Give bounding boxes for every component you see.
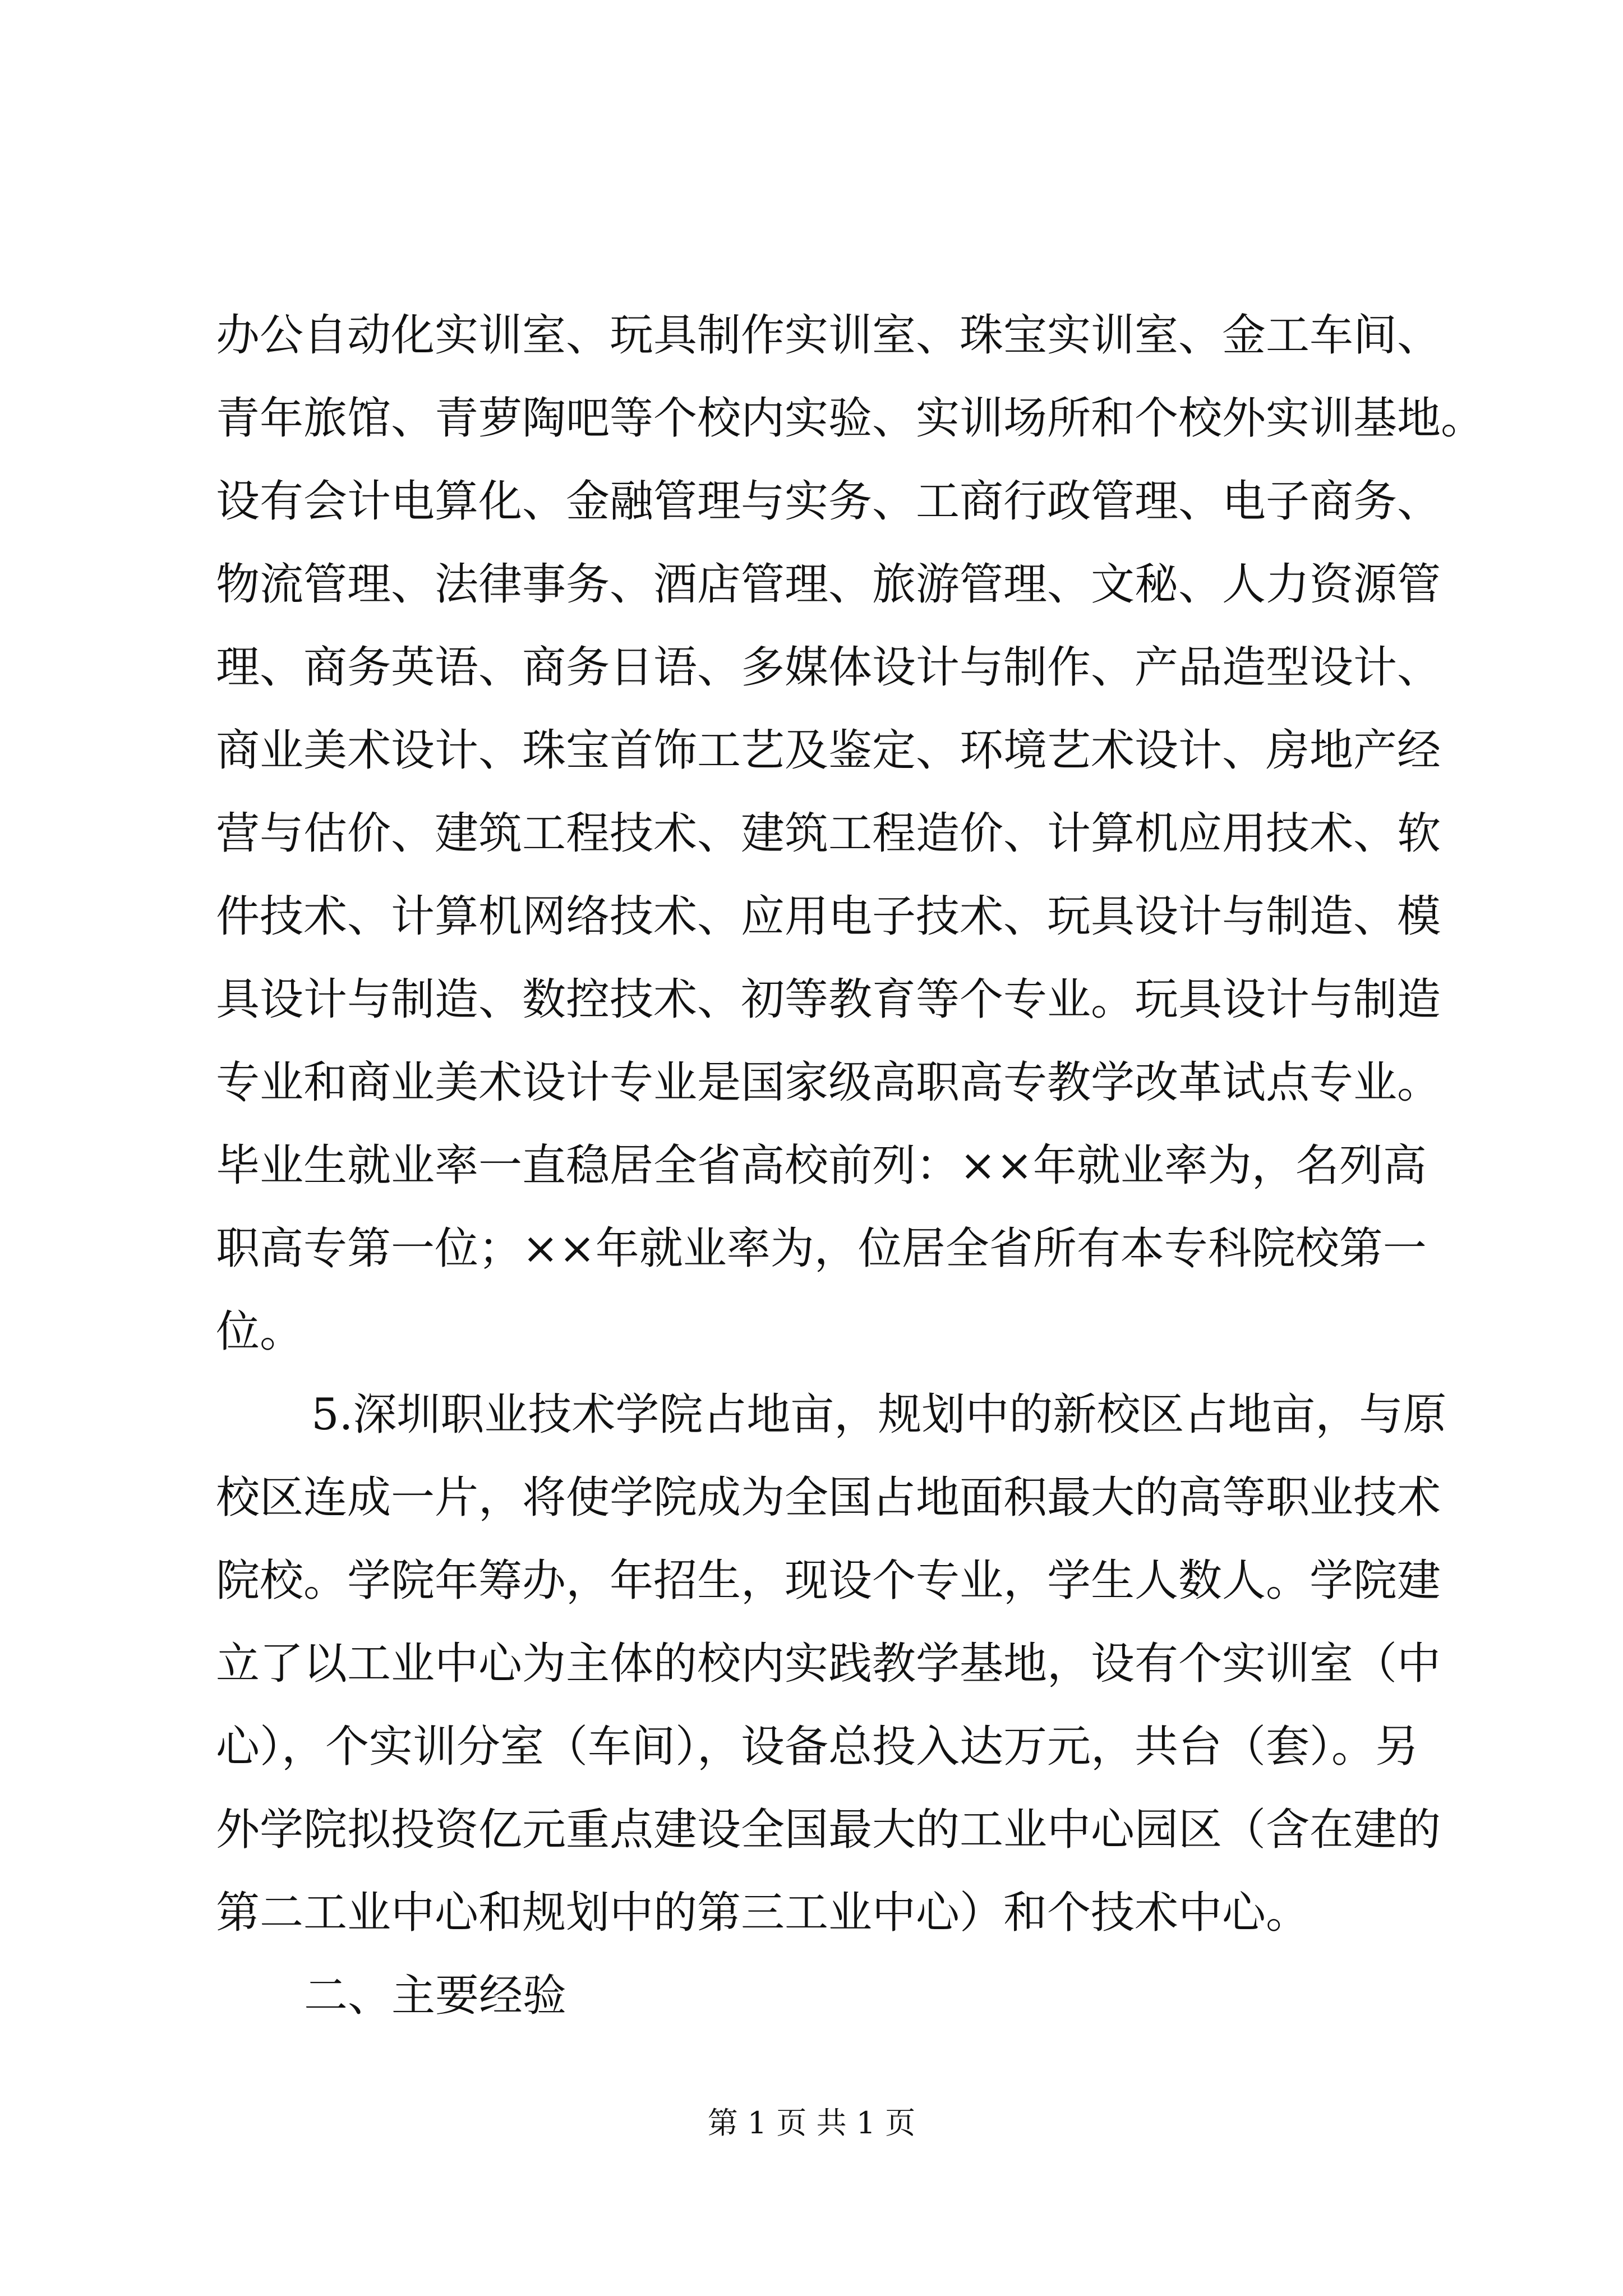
text-line-2: 青年旅馆、青萝陶吧等个校内实验、实训场所和个校外实训基地。	[216, 393, 1485, 444]
text-line-7: 营与估价、建筑工程技术、建筑工程造价、计算机应用技术、软	[216, 808, 1441, 859]
paragraph-5-line-4: 立了以工业中心为主体的校内实践教学基地，设有个实训室（中	[216, 1639, 1441, 1689]
text-line-3: 设有会计电算化、金融管理与实务、工商行政管理、电子商务、	[216, 476, 1441, 527]
page-footer: 第 1 页 共 1 页	[707, 2105, 916, 2141]
paragraph-5-line-1: 5.深圳职业技术学院占地亩，规划中的新校区占地亩，与原	[311, 1389, 1447, 1440]
text-line-12: 职高专第一位；××年就业率为，位居全省所有本专科院校第一	[216, 1223, 1427, 1274]
text-line-8: 件技术、计算机网络技术、应用电子技术、玩具设计与制造、模	[216, 891, 1441, 942]
paragraph-5-line-3: 院校。学院年筹办，年招生，现设个专业，学生人数人。学院建	[216, 1556, 1441, 1606]
text-line-1: 办公自动化实训室、玩具制作实训室、珠宝实训室、金工车间、	[216, 310, 1441, 361]
paragraph-5-line-6: 外学院拟投资亿元重点建设全国最大的工业中心园区（含在建的	[216, 1805, 1441, 1855]
text-line-13: 位。	[216, 1306, 304, 1357]
text-line-5: 理、商务英语、商务日语、多媒体设计与制作、产品造型设计、	[216, 642, 1441, 693]
paragraph-5-line-2: 校区连成一片，将使学院成为全国占地面积最大的高等职业技术	[216, 1473, 1441, 1523]
paragraph-5-line-5: 心），个实训分室（车间），设备总投入达万元，共台（套）。另	[216, 1722, 1419, 1772]
section-heading: 二、主要经验	[304, 1971, 567, 2021]
text-line-10: 专业和商业美术设计专业是国家级高职高专教学改革试点专业。	[216, 1057, 1441, 1108]
paragraph-5-line-7: 第二工业中心和规划中的第三工业中心）和个技术中心。	[216, 1888, 1310, 1938]
text-line-4: 物流管理、法律事务、酒店管理、旅游管理、文秘、人力资源管	[216, 559, 1441, 610]
text-line-6: 商业美术设计、珠宝首饰工艺及鉴定、环境艺术设计、房地产经	[216, 725, 1441, 776]
text-line-9: 具设计与制造、数控技术、初等教育等个专业。玩具设计与制造	[216, 974, 1441, 1025]
text-line-11: 毕业生就业率一直稳居全省高校前列：××年就业率为，名列高	[216, 1140, 1427, 1191]
